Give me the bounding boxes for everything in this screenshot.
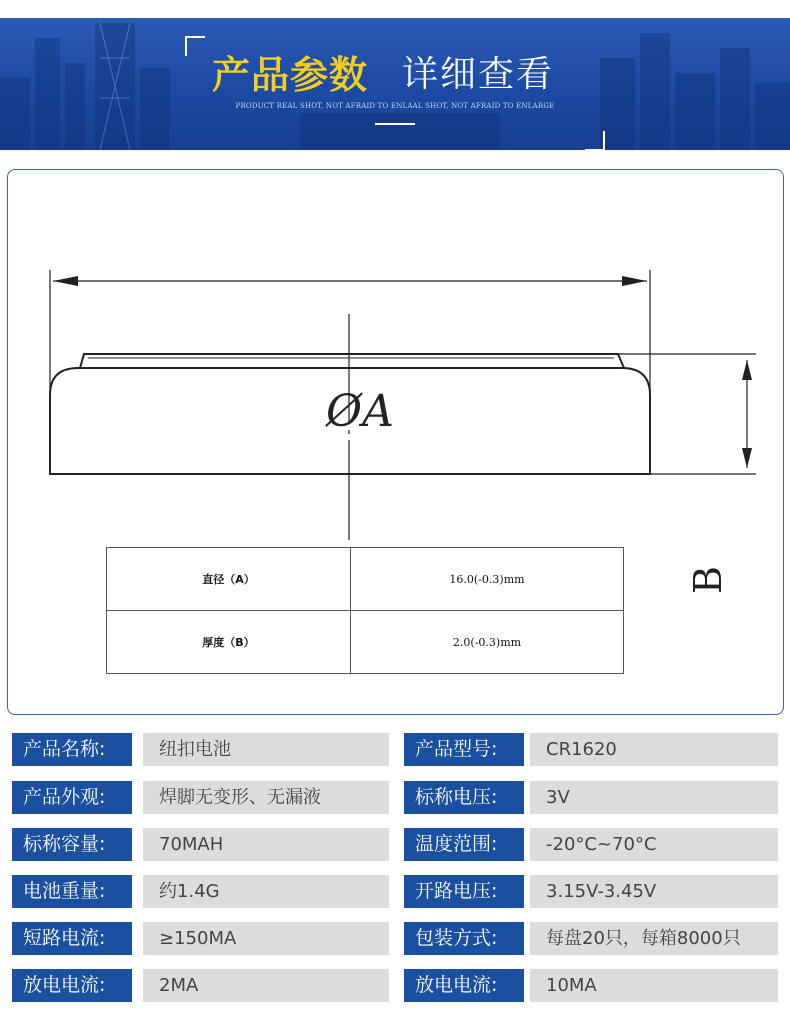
corner-bracket-bottom-right <box>585 131 605 150</box>
table-key-thickness: 厚度（B） <box>107 611 351 674</box>
table-row <box>107 548 624 611</box>
banner-title-rest: 详细查看 <box>402 54 555 95</box>
param-value: CR1620 <box>530 733 778 766</box>
param-value: 焊脚无变形、无漏液 <box>143 781 389 814</box>
param-label: 包装方式: <box>404 922 524 955</box>
param-value: 每盘20只，每箱8000只 <box>530 922 778 955</box>
param-value: 70MAH <box>143 828 389 861</box>
param-label: 产品名称: <box>12 733 132 766</box>
banner-subtitle: PRODUCT REAL SHOT, NOT AFRAID TO ENLAAL SHOT, NOT AFRAID TO ENLARGE <box>235 102 555 110</box>
param-value: 3.15V-3.45V <box>530 875 778 908</box>
param-value: 10MA <box>530 969 778 1002</box>
dimension-b-label: B <box>685 566 730 594</box>
param-label: 标称容量: <box>12 828 132 861</box>
param-value: -20°C~70°C <box>530 828 778 861</box>
city-skyline-background <box>0 18 790 150</box>
dimension-table <box>106 547 624 674</box>
param-value: 3V <box>530 781 778 814</box>
param-label: 标称电压: <box>404 781 524 814</box>
param-label: 放电电流: <box>404 969 524 1002</box>
param-label: 放电电流: <box>12 969 132 1002</box>
param-label: 电池重量: <box>12 875 132 908</box>
param-label: 开路电压: <box>404 875 524 908</box>
param-label: 产品外观: <box>12 781 132 814</box>
header-banner <box>0 18 790 150</box>
param-value: ≥150MA <box>143 922 389 955</box>
param-label: 产品型号: <box>404 733 524 766</box>
banner-title-highlight: 产品参数 <box>212 53 369 97</box>
param-value: 约1.4G <box>143 875 389 908</box>
table-value-thickness: 2.0(-0.3)mm <box>351 611 624 674</box>
param-value: 2MA <box>143 969 389 1002</box>
dimension-a-label: ØA <box>326 386 394 437</box>
banner-underline <box>375 123 415 125</box>
corner-bracket-top-left <box>185 36 205 56</box>
table-key-diameter: 直径（A） <box>107 548 351 611</box>
table-row <box>107 611 624 674</box>
param-value: 纽扣电池 <box>143 733 389 766</box>
param-label: 短路电流: <box>12 922 132 955</box>
table-value-diameter: 16.0(-0.3)mm <box>351 548 624 611</box>
param-label: 温度范围: <box>404 828 524 861</box>
